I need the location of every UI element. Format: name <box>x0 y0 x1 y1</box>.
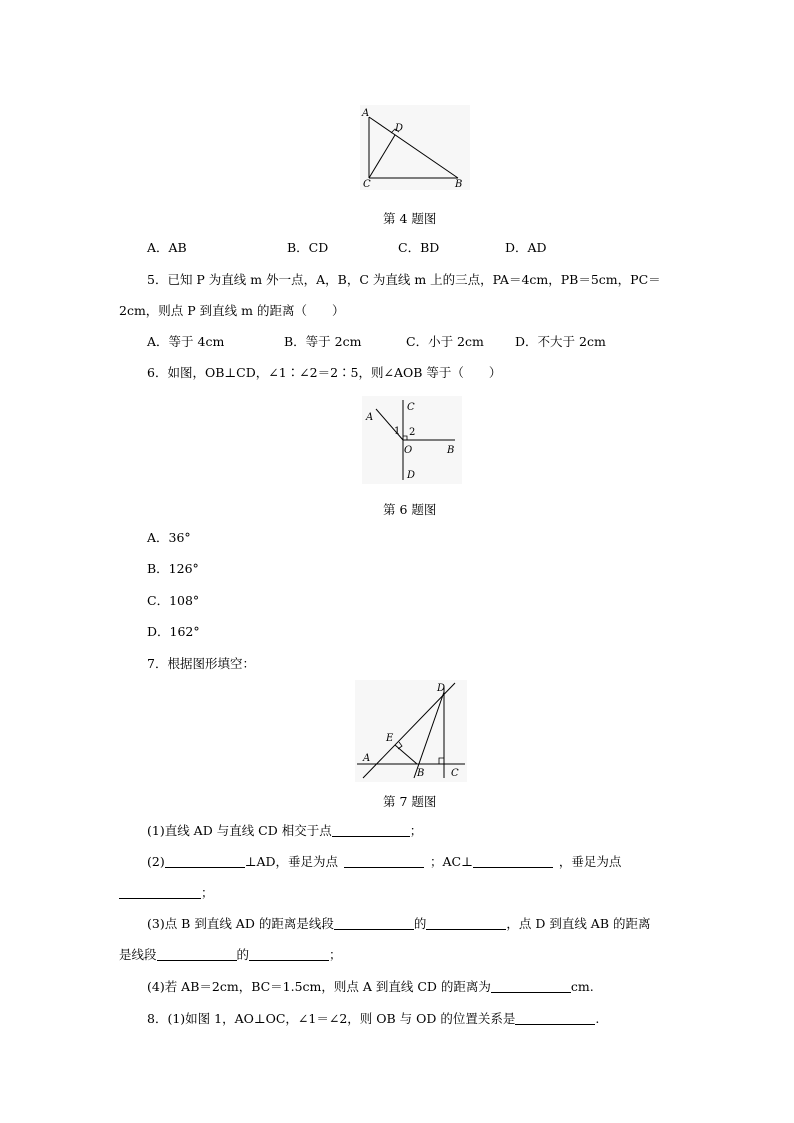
q7-part4-text-b: cm. <box>570 979 594 994</box>
q8-part1 <box>147 1012 599 1026</box>
q8-part1-blank[interactable] <box>515 1012 595 1025</box>
figure-6-caption: 第 6 题图 <box>383 502 437 517</box>
q8-part1-text: 8．(1)如图 1，AO⊥OC，∠1＝∠2，则 OB 与 OD 的位置关系是 <box>147 1011 516 1026</box>
q5-option-b: B．等于 2cm <box>284 334 362 349</box>
fig4-label-a: A <box>362 108 370 119</box>
q4-option-b: B．CD <box>287 240 329 255</box>
q4-option-a: A．AB <box>147 240 187 255</box>
q5-option-c: C．小于 2cm <box>406 334 484 349</box>
q7-part1-end: ； <box>409 823 423 838</box>
q6-stem: 6．如图，OB⊥CD，∠1∶∠2＝2∶5，则∠AOB 等于（ ） <box>147 365 502 380</box>
q6-option-c: C．108° <box>147 593 200 608</box>
q7-part3-blank-4[interactable] <box>249 948 329 961</box>
q7-part3-text-b: 的 <box>413 916 427 931</box>
fig7-label-c: C <box>451 768 459 779</box>
q6-option-d: D．162° <box>147 624 200 639</box>
q6-option-a: A．36° <box>147 530 191 545</box>
q6-option-b: B．126° <box>147 561 199 576</box>
fig6-label-2: 2 <box>409 427 416 438</box>
q7-part2-cont <box>119 886 214 900</box>
fig7-label-d: D <box>437 683 446 694</box>
q5-stem-line1: 5．已知 P 为直线 m 外一点，A，B，C 为直线 m 上的三点，PA＝4cm，PB＝5cm，PC＝ <box>147 272 661 287</box>
fig6-label-a: A <box>366 412 374 423</box>
q7-part2-blank-3[interactable] <box>473 855 553 868</box>
q4-option-c: C．BD <box>398 240 440 255</box>
q7-part2-text-c: ；AC⊥ <box>430 854 473 869</box>
q7-part4-blank[interactable] <box>491 980 571 993</box>
q7-part3-cont <box>119 948 342 962</box>
q8-part1-end: . <box>595 1011 600 1026</box>
fig4-label-b: B <box>455 179 463 190</box>
q4-option-d: D．AD <box>505 240 547 255</box>
q7-part3-text-f: ； <box>329 947 342 962</box>
fig7-label-b: B <box>417 768 425 779</box>
q7-part3-blank-1[interactable] <box>334 917 414 930</box>
q7-part2-text-d: ，垂足为点 <box>558 854 622 869</box>
q7-part1-text: (1)直线 AD 与直线 CD 相交于点 <box>147 823 332 838</box>
q7-part4 <box>147 980 594 994</box>
q7-stem: 7．根据图形填空： <box>147 656 255 671</box>
figure-4-caption: 第 4 题图 <box>383 211 437 226</box>
q5-stem-line2: 2cm，则点 P 到直线 m 的距离（ ） <box>119 303 345 318</box>
fig4-label-c: C <box>363 179 371 190</box>
q5-option-a: A．等于 4cm <box>147 334 225 349</box>
fig6-label-b: B <box>447 445 455 456</box>
figure-7-caption: 第 7 题图 <box>383 794 437 809</box>
q7-part3-text-d: 是线段 <box>119 947 157 962</box>
q7-part2-blank-1[interactable] <box>165 855 245 868</box>
q7-part1-blank[interactable] <box>332 824 410 837</box>
q7-part3 <box>147 917 651 931</box>
fig7-label-a: A <box>363 753 371 764</box>
figure-4-triangle <box>360 105 470 190</box>
fig6-label-c: C <box>407 402 415 413</box>
q5-option-d: D．不大于 2cm <box>515 334 606 349</box>
fig7-label-e: E <box>386 733 394 744</box>
fig6-label-1: 1 <box>394 426 401 437</box>
q7-part2-blank-2[interactable] <box>344 855 424 868</box>
q7-part2-text-a: (2) <box>147 854 165 869</box>
fig4-label-d: D <box>395 123 404 134</box>
fig6-label-d: D <box>407 470 416 481</box>
fig6-label-o: O <box>404 445 413 456</box>
q7-part3-blank-2[interactable] <box>426 917 506 930</box>
q7-part3-blank-3[interactable] <box>157 948 237 961</box>
q7-part4-text-a: (4)若 AB＝2cm，BC＝1.5cm，则点 A 到直线 CD 的距离为 <box>147 979 491 994</box>
q7-part2 <box>147 855 621 869</box>
q7-part3-text-a: (3)点 B 到直线 AD 的距离是线段 <box>147 916 334 931</box>
q7-part2-text-e: ； <box>201 885 214 900</box>
q7-part2-text-b: ⊥AD，垂足为点 <box>244 854 339 869</box>
q7-part3-text-e: 的 <box>236 947 250 962</box>
q7-part2-blank-4[interactable] <box>119 886 201 899</box>
figure-6-angles <box>362 396 462 484</box>
q7-part3-text-c: ，点 D 到直线 AB 的距离 <box>506 916 651 931</box>
q7-part1 <box>147 824 422 838</box>
figure-7-lines <box>355 680 467 782</box>
